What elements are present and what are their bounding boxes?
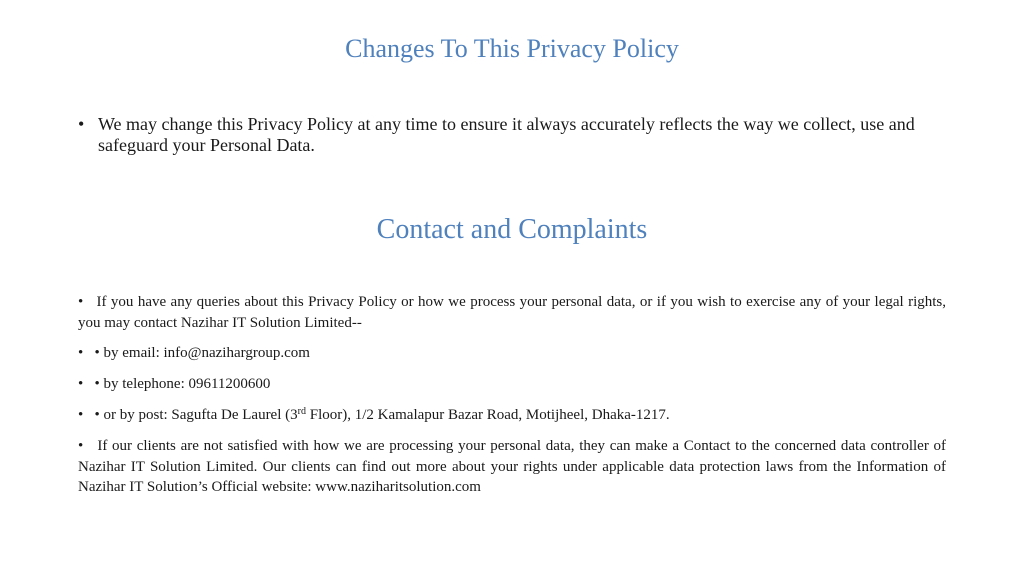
post-item — [78, 405, 946, 426]
email-text: • by email: info@nazihargroup.com — [94, 345, 310, 361]
clients-text: If our clients are not satisfied with how we are processing your personal data, they can make a Contact to the concerned data controller of Nazihar IT Solution Limited. Our clients can find out more about your rights under applicable data protection laws from the Information of Nazihar IT Solution’s Official website: www.naziharitsolution.com — [78, 438, 946, 495]
bullet-icon: • — [78, 294, 84, 310]
bullet-icon: • — [78, 114, 85, 134]
bullet-icon: • — [78, 407, 84, 423]
contact-heading: Contact and Complaints — [376, 214, 648, 245]
changes-paragraph — [78, 114, 958, 156]
post-text-prefix: • or by post: Sagufta De Laurel (3 — [94, 407, 298, 423]
email-item — [78, 343, 946, 364]
bullet-icon: • — [78, 345, 84, 361]
queries-text: If you have any queries about this Privacy Policy or how we process your personal data, or if you wish to exercise any of your legal rights, you may contact Nazihar IT Solution Limited-- — [78, 294, 947, 331]
changes-heading: Changes To This Privacy Policy — [345, 34, 679, 63]
bullet-icon: • — [78, 376, 84, 392]
clients-paragraph — [78, 436, 946, 498]
telephone-item — [78, 374, 946, 395]
post-text-suffix: Floor), 1/2 Kamalapur Bazar Road, Motijheel, Dhaka-1217. — [305, 407, 670, 423]
bullet-icon: • — [78, 438, 84, 454]
changes-text: We may change this Privacy Policy at any time to ensure it always accurately reflects the way we collect, use and safeguard your Personal Data. — [98, 114, 915, 155]
telephone-text: • by telephone: 09611200600 — [94, 376, 271, 392]
post-superscript: rd — [297, 406, 306, 417]
queries-paragraph — [78, 292, 946, 333]
